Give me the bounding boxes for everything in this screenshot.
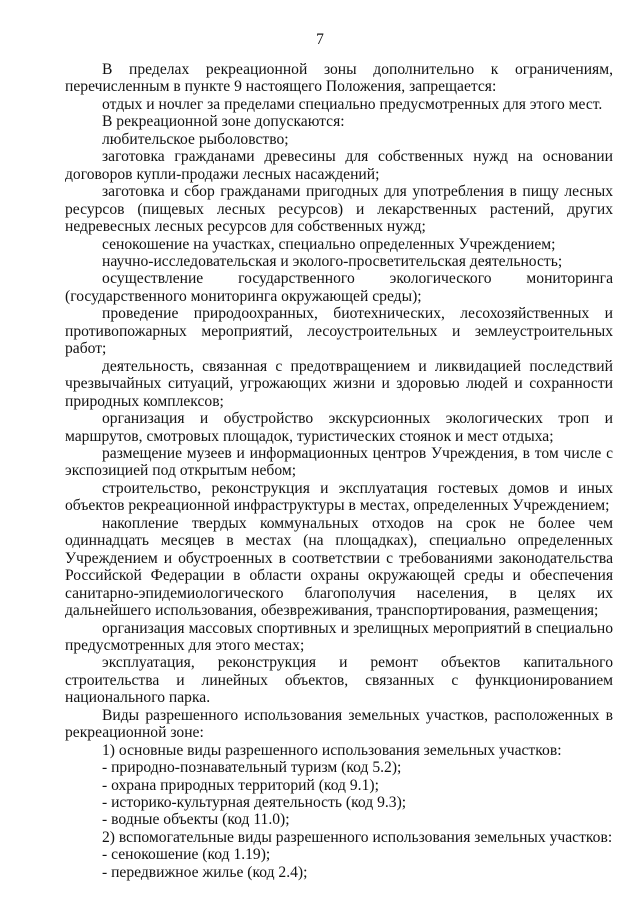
paragraph-emergency-prevention: деятельность, связанная с предотвращением и ликвидацией последствий чрезвычайных ситуаций, угрожающих жизни и здоровью людей и сохранности природных комплексов;: [65, 357, 613, 410]
paragraph-conservation-activities: проведение природоохранных, биотехнических, лесохозяйственных и противопожарных мероприятий, лесоустроительных и землеустроительных работ;: [65, 305, 613, 358]
paragraph-amateur-fishing: любительское рыболовство;: [102, 130, 289, 148]
paragraph-research-education: научно-исследовательская и эколого-просветительская деятельность;: [102, 252, 563, 270]
paragraph-auxiliary-land-use-types: 2) вспомогательные виды разрешенного использования земельных участков:: [102, 828, 613, 846]
paragraph-wood-harvesting: заготовка гражданами древесины для собственных нужд на основании договоров купли-продажи лесных насаждений;: [65, 148, 613, 183]
paragraph-guest-houses: строительство, реконструкция и эксплуатация гостевых домов и иных объектов рекреационной инфраструктуры в местах, определенных Учреждением;: [65, 479, 613, 515]
paragraph-permitted-intro: В рекреационной зоне допускаются:: [102, 113, 345, 131]
paragraph-environmental-monitoring: осуществление государственного экологического мониторинга (государственного мониторинга окружающей среды);: [65, 270, 613, 305]
list-item-water-objects: - водные объекты (код 11.0);: [102, 811, 290, 829]
list-item-mobile-housing: - передвижное жилье (код 2.4);: [102, 863, 308, 881]
list-item-nature-tourism: - природно-познавательный туризм (код 5.2);: [102, 759, 402, 777]
paragraph-mass-events: организация массовых спортивных и зрелищных мероприятий в специально предусмотренных для этого местах;: [65, 619, 613, 654]
list-item-haymaking: - сенокошение (код 1.19);: [102, 846, 271, 864]
list-item-nature-protection: - охрана природных территорий (код 9.1);: [102, 776, 379, 794]
paragraph-prohibition-overnight-stay: отдых и ночлег за пределами специально предусмотренных для этого мест.: [102, 95, 603, 113]
paragraph-capital-construction: эксплуатация, реконструкция и ремонт объектов капитального строительства и линейных объектов, связанных с функционированием национального парка.: [65, 654, 613, 707]
paragraph-main-land-use-types: 1) основные виды разрешенного использования земельных участков:: [102, 741, 562, 759]
paragraph-museums: размещение музеев и информационных центров Учреждения, в том числе с экспозицией под открытым небом;: [65, 444, 613, 480]
paragraph-haymaking: сенокошение на участках, специально определенных Учреждением;: [102, 235, 556, 253]
page-number: 7: [316, 31, 324, 48]
paragraph-recreation-zone-prohibitions-intro: В пределах рекреационной зоны дополнительно к ограничениям, перечисленным в пункте 9 настоящего Положения, запрещается:: [65, 61, 613, 96]
paragraph-land-use-types-intro: Виды разрешенного использования земельных участков, расположенных в рекреационной зоне:: [65, 706, 613, 742]
paragraph-food-forest-resources: заготовка и сбор гражданами пригодных для употребления в пищу лесных ресурсов (пищевых лесных ресурсов) и лекарственных растений, других недревесных лесных ресурсов для собственных нужд;: [65, 183, 613, 236]
document-body: [65, 61, 613, 881]
paragraph-waste-accumulation: накопление твердых коммунальных отходов на срок не более чем одиннадцать месяцев в местах (на площадках), специально определенных Учреждением и обустроенных в соответствии с требованиями законодательства Российской Федерации в области охраны окружающей среды и обеспечения санитарно-эпидемиологического благополучия населения, в целях их дальнейшего использования, обезвреживания, транспортирования, размещения;: [65, 514, 613, 620]
paragraph-eco-trails: организация и обустройство экскурсионных экологических троп и маршрутов, смотровых площадок, туристических стоянок и мест отдыха;: [65, 410, 613, 445]
list-item-historical-cultural: - историко-культурная деятельность (код 9.3);: [102, 794, 407, 812]
